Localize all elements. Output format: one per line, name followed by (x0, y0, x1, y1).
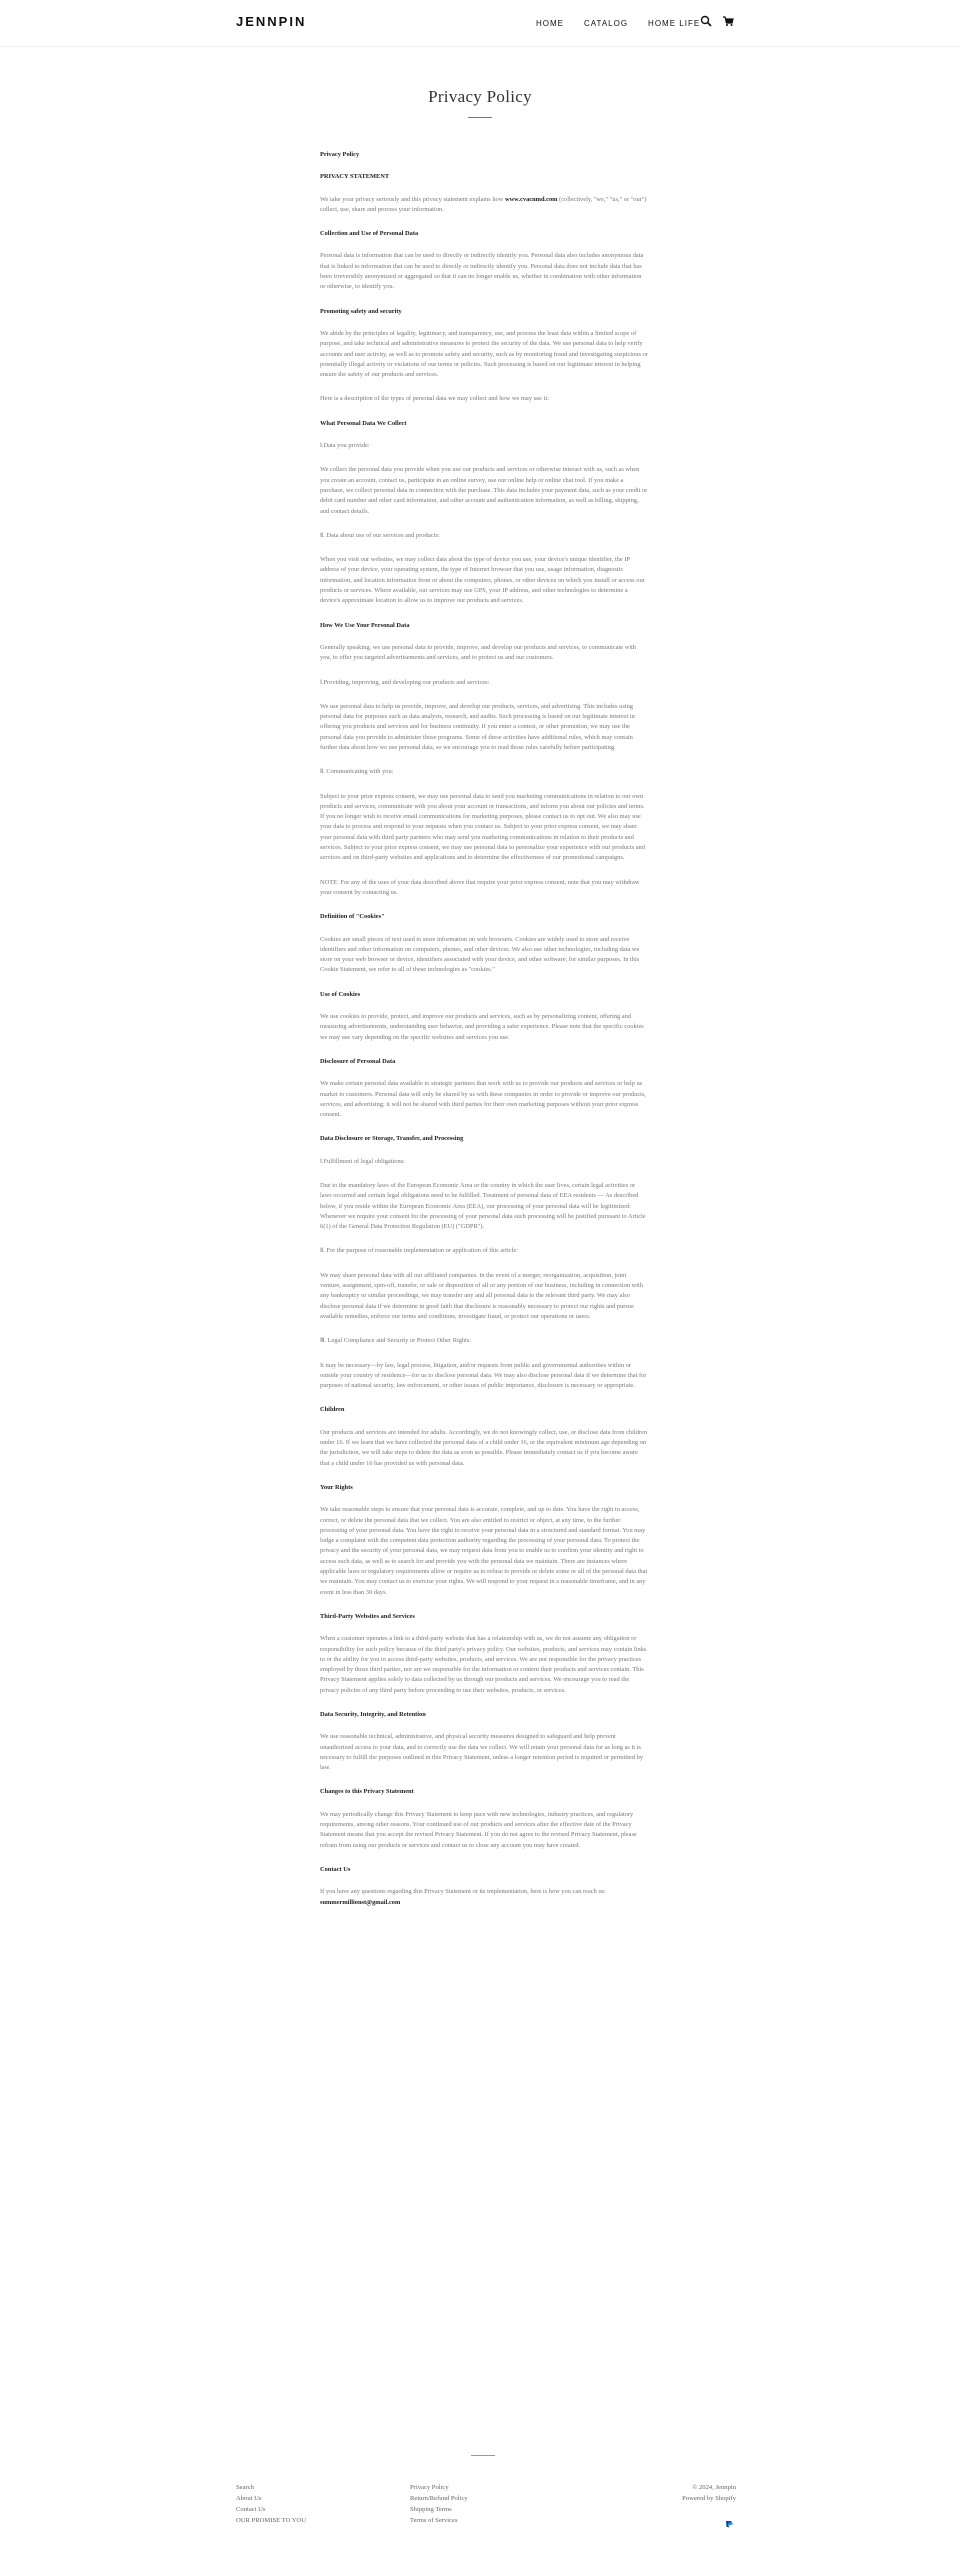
search-icon[interactable] (700, 15, 712, 27)
footer-link-promise[interactable]: OUR PROMISE TO YOU (236, 2517, 307, 2524)
footer-link-about[interactable]: About Us (236, 2495, 262, 2502)
powered-by[interactable]: Powered by Shopify (682, 2495, 736, 2502)
nav-catalog[interactable]: CATALOG (584, 19, 629, 28)
section-heading: Children (320, 1406, 345, 1414)
section-paragraph: Ⅰ.Fulfillment of legal obligations: (320, 1157, 405, 1165)
footer-rule (471, 2455, 495, 2456)
section-paragraph: Cookies are small pieces of text used to store information on web browsers. Cookies are widely used to store and receive identifiers and other information on computers, phones, and other devices. We also use other technologies, including data we store on your web browser or device, identifiers associated with your device, and other software, for similar purposes. In this Cookie Statement, we refer to all of these technologies as "cookies." (320, 935, 640, 974)
section-heading: Changes to this Privacy Statement (320, 1788, 414, 1796)
section-paragraph: We make certain personal data available to strategic partners that work with us to provide our products and services or help us market to customers. Personal data will only be shared by us with these companies in order to provide or improve our products, services, and advertising; it will not be shared with third parties for their own marketing purposes without your prior express consent. (320, 1080, 647, 1119)
footer-link-refund[interactable]: Return/Refund Policy (410, 2495, 468, 2502)
page-title: Privacy Policy (428, 87, 532, 106)
section-paragraph: Ⅲ. Legal Compliance and Security or Protect Other Rights: (320, 1337, 472, 1345)
cart-icon[interactable] (722, 15, 734, 27)
section-heading: Your Rights (320, 1483, 353, 1491)
section-paragraph: When a customer operates a link to a third-party website that has a relationship with us, we do not assume any obligation or responsibility for such policy because of the third party's privacy policy. Our websites, products, and services may contain links to or the ability for you to access third-party websites, products, and services. We are not responsible for the privacy practices employed by those third parties, nor are we responsible for the information or content their products and services contain. This Privacy Statement applies solely to data collected by us through our products and services. We encourage you to read the privacy policies of any third party before proceeding to use their websites, products, or services. (320, 1635, 647, 1694)
section-heading: Collection and Use of Personal Data (320, 230, 419, 238)
section-heading: What Personal Data We Collect (320, 419, 407, 427)
nav-home-life[interactable]: HOME LIFE (648, 19, 701, 28)
section-paragraph: We use personal data to help us provide, improve, and develop our products, services, and advertising. This includes using personal data for purposes such as data analysis, research, and audits. Such processing is based on our legitimate interest in offering you products and services and for business continuity. If you enter a contest, or other promotion, we may use the personal data you provide to administer those programs. Some of these activities have additional rules, which may contain further data about how we use personal data, so we encourage you to read those rules carefully before participating. (320, 702, 635, 751)
statement-label: PRIVACY STATEMENT (320, 173, 390, 181)
footer-link-shipping[interactable]: Shipping Terms (410, 2506, 452, 2513)
section-paragraph: Ⅱ. For the purpose of reasonable implementation or application of this article: (320, 1247, 519, 1255)
contact-heading: Contact Us (320, 1865, 351, 1873)
contact-paragraph: If you have any questions regarding this Privacy Statement or its implementation, here is how you can reach us: summermillionst@gmail.com (320, 1888, 606, 1906)
site-logo[interactable]: JENNPIN (236, 14, 307, 29)
section-paragraph: Ⅰ.Data you provide: (320, 442, 370, 450)
section-heading: Promoting safety and security (320, 307, 402, 315)
section-paragraph: We use reasonable technical, administrative, and physical security measures designed to safeguard and help prevent unauthorized access to your data, and to correctly use the data we collect. We will retain your personal data for as long as it is necessary to fulfill the purposes outlined in this Privacy Statement, unless a longer retention period is required or permitted by law. (320, 1733, 644, 1772)
section-heading: How We Use Your Personal Data (320, 621, 410, 629)
site-header (0, 0, 960, 46)
footer-link-search[interactable]: Search (236, 2484, 254, 2491)
footer-link-privacy[interactable]: Privacy Policy (410, 2484, 449, 2491)
section-paragraph: Here is a description of the types of personal data we may collect and how we may use it: (320, 395, 549, 403)
section-heading: Third-Party Websites and Services (320, 1612, 415, 1620)
section-heading: Use of Cookies (320, 990, 361, 998)
section-paragraph: We collect the personal data you provide when you use our products and services or otherwise interact with us, such as when you create an account, contact us, participate in an online survey, use our online help or online chat tool. If you make a purchase, we collect personal data in connection with the purchase. This data includes your payment data, such as your credit or debit card number and other card information, and other account and authentication information, as well as billing, shipping, and contact details. (320, 466, 648, 515)
section-paragraph: Our products and services are intended for adults. Accordingly, we do not knowingly collect, use, or disclose data from children under 16. If we learn that we have collected the personal data of a child under 16, or the equivalent minimum age depending on the jurisdiction, we will take steps to delete the data as soon as possible. Please immediately contact us if you become aware that a child under 16 has provided us with personal data. (320, 1428, 648, 1467)
footer-link-terms[interactable]: Terms of Services (410, 2517, 458, 2524)
section-paragraph: It may be necessary—by law, legal process, litigation, and/or requests from public and governmental authorities within or outside your country of residence—for us to disclose personal data. We may also disclose personal data if we determine that for purposes of national security, law enforcement, or other issues of public importance, disclosure is necessary or appropriate. (320, 1361, 647, 1390)
nav-home[interactable]: HOME (536, 19, 564, 28)
section-paragraph: We abide by the principles of legality, legitimacy, and transparency, use, and process the least data within a limited scope of purpose, and take technical and administrative measures to protect the security of the data. We use personal data to help verify accounts and user activity, as well as to promote safety and security, such as by monitoring fraud and investigating suspicious or potentially illegal activity or violations of our terms or policies. Such processing is based on our legitimate interest in helping ensure the safety of our products and services. (320, 329, 648, 379)
section-paragraph: NOTE: For any of the uses of your data described above that require your prior express consent, note that you may withdraw your consent by contacting us. (320, 878, 640, 896)
section-heading: Disclosure of Personal Data (320, 1057, 396, 1065)
section-paragraph: Due to the mandatory laws of the European Economic Area or the country in which the user lives, certain legal activities or laws occurred and certain legal obligations need to be fulfilled. Treatment of personal data of EEA residents — As described below, if you reside within the European Economic Area (EEA), our processing of your personal data will be legitimized: Whenever we require your consent for the processing of your personal data such processing will be justified pursuant to Article 6(1) of the General Data Protection Regulation (EU) ("GDPR"). (320, 1182, 646, 1231)
header-icons (700, 15, 734, 27)
site-link[interactable]: www.cvacnmd.com (504, 195, 558, 203)
section-paragraph: Generally speaking, we use personal data to provide, improve, and develop our products and services, to communicate with you, to offer you targeted advertisements and services, and to protect us and our customers. (320, 643, 637, 662)
section-paragraph: Ⅱ. Communicating with you: (320, 768, 394, 776)
footer-meta (236, 2482, 736, 2504)
paypal-icon (722, 2520, 736, 2528)
footer-link-contact[interactable]: Contact Us (236, 2506, 266, 2513)
section-paragraph: Personal data is information that can be used to directly or indirectly identify you. Personal data also includes anonymous data that is linked to information that can be used to directly or indirectly identify you. Personal data does not include data that has been irreversibly anonymized or aggregated so that it can no longer enable us, whether in combination with other information or otherwise, to identify you. (320, 252, 644, 291)
section-paragraph: We may periodically change this Privacy Statement to keep pace with new technologies, industry practices, and regulatory requirements, among other reasons. Your continued use of our products and services after the effective date of the Privacy Statement means that you accept the revised Privacy Statement. If you do not agree to the revised Privacy Statement, please refrain from using our products or services and contact us to close any account you may have created. (320, 1810, 637, 1849)
section-heading: Data Security, Integrity, and Retention (320, 1710, 426, 1718)
section-paragraph: When you visit our websites, we may collect data about the type of device you use, your device's unique identifier, the IP address of your device, your operating system, the type of Internet browser that you use, usage information, diagnostic information, and location information from or about the computers, phones, or other devices on which you install or access our products or services. Where available, our services may use GPS, your IP address, and other technologies to determine a device's approximate location to allow us to improve our products and services. (320, 556, 645, 605)
section-paragraph: We take reasonable steps to ensure that your personal data is accurate, complete, and up to date. You have the right to access, correct, or delete the personal data that we collect. You are also entitled to restrict or object, at any time, to the further processing of your personal data. You have the right to receive your personal data in a structured and standard format. You may lodge a complaint with the competent data protection authority regarding the processing of your personal data. To protect the privacy and the security of your personal data, we may request data from you to enable us to confirm your identity and right to access such data, as well as to search for and provide you with the personal data we maintain. There are instances where applicable laws or regulatory requirements allow or require us to refuse to provide or delete some or all of the personal data that we maintain. You may contact us to exercise your rights. We will respond to your request in a reasonable timeframe, and in any event in less than 30 days. (320, 1506, 648, 1596)
policy-content (320, 150, 648, 1922)
intro-paragraph: We take your privacy seriously and this privacy statement explains how www.cvacnmd.com (collectively, "we," "us," or "our") collect, use, share and process your information. (320, 195, 647, 213)
contact-email-link[interactable]: summermillionst@gmail.com (320, 1898, 401, 1906)
section-paragraph: We may share personal data with all our affiliated companies. In the event of a merger, reorganization, acquisition, joint venture, assignment, spin-off, transfer, or sale or disposition of all or any portion of our business, including in connection with any bankruptcy or similar proceedings, we may transfer any and all personal data to the relevant third party. We may also disclose personal data if we determine in good faith that disclosure is reasonably necessary to protect our rights and pursue available remedies, enforce our terms and conditions, investigate fraud, or protect our operations or users. (320, 1271, 644, 1320)
title-rule (468, 117, 492, 118)
header-divider (0, 46, 960, 47)
policy-top-label: Privacy Policy (320, 151, 360, 158)
section-paragraph: Ⅰ.Providing, improving, and developing our products and services: (320, 678, 490, 686)
main-nav (536, 19, 700, 28)
copyright: © 2024, Jennpin (692, 2484, 736, 2491)
section-paragraph: We use cookies to provide, protect, and improve our products and services, such as by personalizing content, offering and measuring advertisements, understanding user behavior, and providing a safer experience. Please note that the specific cookies we may use vary depending on the specific websites and services you use. (320, 1013, 644, 1041)
section-paragraph: Subject to your prior express consent, we may use personal data to send you marketing communications in relation to our own products and services, communicate with you about your account or transactions, and inform you about our policies and terms. If you no longer wish to receive email communications for marketing purposes, please contact us to opt out. We also may use your data to process and respond to your requests when you contact us. Subject to your prior express consent, we may share your personal data with third party partners who may send you marketing communications in relation to their products and services. Subject to your prior express consent, we may use personal data to personalize your experience with our products and services and on third-party websites and applications and to determine the effectiveness of our promotional campaigns. (320, 792, 645, 862)
section-heading: Definition of "Cookies" (320, 913, 385, 921)
section-heading: Data Disclosure or Storage, Transfer, and Processing (320, 1135, 464, 1143)
section-paragraph: Ⅱ. Data about use of our services and products: (320, 531, 440, 539)
policy-sections (320, 229, 648, 1851)
